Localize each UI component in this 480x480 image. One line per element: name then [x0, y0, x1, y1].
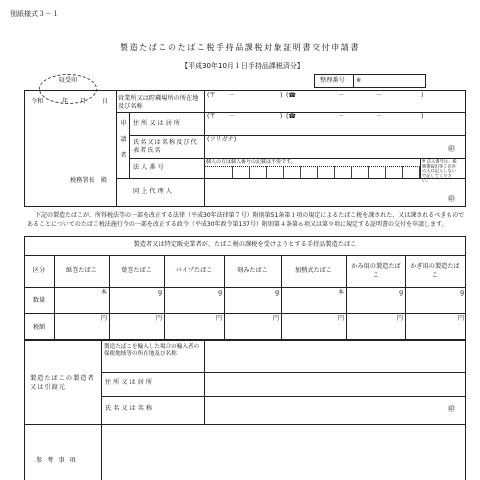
phone-open: (☎ — [286, 92, 297, 99]
table-header-heated: 加熱式たばこ — [294, 267, 333, 274]
quantity-unit-heated: 本 — [337, 289, 344, 296]
quantity-unit-cigar: g — [158, 289, 162, 296]
corporate-number-cells[interactable] — [216, 166, 420, 178]
tax-unit-cigarette: 円 — [100, 315, 107, 322]
office-address-label: 営業所又は貯蔵場所の所在地及び名称 — [118, 95, 199, 110]
table-header-cigarette: 紙巻たばこ — [66, 267, 97, 274]
residence-postal-open: (〒 — [207, 113, 216, 120]
agent-label: 同上代理人 — [133, 188, 174, 195]
page-subtitle: 【平成30年10月１日手持品課税済分】 — [181, 62, 304, 70]
table-header-snuff: かぎ用の製造たばこ — [410, 263, 460, 279]
postal-dash: － — [229, 92, 236, 99]
date-day: 日 — [102, 98, 109, 105]
date-month: 月 — [80, 98, 87, 105]
tax-unit-pipe: 円 — [215, 315, 222, 322]
tax-unit-chewing: 円 — [396, 315, 403, 322]
table-header-cigar: 葉巻たばこ — [121, 267, 152, 274]
application-statement: 下記の製造たばこが、所得税法等の一部を改正する法律（平成30年法律第７号）附則第51条第１項の規定によるたばこ税を課された、又は課されるべきものであることについてのたばこ税法施行令の一部を改正する政令（平成30年政令第137号）附則第４条第６項又は第９項に規定する証明書の交付を申請します。 — [27, 212, 465, 228]
transferor-label: 製造たばこの製造者又は引渡元 — [30, 375, 95, 391]
table-row-quantity-label: 数量 — [32, 297, 46, 304]
reference-number-label: 整理番号 — [320, 77, 345, 84]
residence-phone-dash-1: － — [338, 113, 345, 120]
quantity-unit-shredded: g — [275, 289, 279, 296]
phone-dash-1: － — [338, 92, 345, 99]
phone-close: ) — [421, 92, 424, 99]
reference-number-prefix: ※ — [356, 77, 362, 84]
remarks-label: 参考事項 — [36, 457, 81, 464]
corporate-number-label: 法人番号 — [133, 164, 166, 171]
transferor-address-input[interactable] — [205, 373, 465, 395]
quantity-unit-cigarette: 本 — [100, 289, 107, 296]
tax-unit-heated: 円 — [337, 315, 344, 322]
residence-phone-dash-2: － — [376, 113, 383, 120]
remarks-input[interactable] — [102, 425, 465, 479]
receipt-stamp-label: 収受印 — [58, 77, 78, 84]
tax-unit-snuff: 円 — [457, 315, 464, 322]
corporate-number-note: 個人の方は個人番号の記載は不要です。 — [206, 159, 296, 165]
tax-unit-cigar: 円 — [155, 315, 162, 322]
table-row-tax-label: 税額 — [32, 324, 46, 331]
residence-phone-open: (☎ — [286, 113, 297, 120]
name-label: 氏名又は名称及び代表者氏名 — [133, 139, 198, 154]
tax-office-addressee: 税務署長 殿 — [70, 177, 108, 184]
quantity-input-row[interactable] — [55, 288, 465, 312]
residence-postal-close: ) — [280, 113, 283, 120]
corporate-number-side-note: ※ 法人番号は、税務署提出等２以外の人は記入しないで記してください。 — [422, 159, 457, 184]
residence-postal-dash: － — [229, 113, 236, 120]
postal-close: ) — [280, 92, 283, 99]
postal-open: (〒 — [207, 92, 216, 99]
applicant-label: 申請者 — [120, 120, 127, 159]
phone-dash-2: － — [376, 92, 383, 99]
residence-phone-close: ) — [421, 113, 424, 120]
import-location-input[interactable] — [205, 341, 465, 371]
tax-unit-shredded: 円 — [272, 315, 279, 322]
transferor-address-label: 住所又は居所 — [105, 379, 155, 386]
table-header-pipe: パイプたばこ — [175, 267, 213, 274]
transferor-name-label: 氏名又は名称 — [105, 405, 155, 412]
import-location-label: 製造たばこを輸入した場合の輸入者の保税地域等の所在地及び名称 — [104, 344, 200, 357]
applicant-block — [24, 90, 466, 207]
agent-seal: ㊞ — [448, 195, 455, 203]
quantity-unit-pipe: g — [218, 289, 222, 296]
date-era: 令和 — [31, 98, 44, 105]
name-seal: ㊞ — [448, 145, 455, 153]
table-header-shredded: 刻みたばこ — [237, 267, 268, 274]
page-title: 製造たばこのたばこ税手持品課税対象証明書交付申請書 — [120, 43, 360, 52]
table-header-category: 区分 — [32, 267, 46, 274]
furigana-label: (フリガナ) — [207, 136, 237, 143]
date-year: 年 — [62, 98, 69, 105]
table-section-title: 製造者又は特定販売業者が、たばこ税の課税を受けようとする手持品製造たばこ — [133, 241, 357, 248]
transferor-seal: ㊞ — [448, 405, 455, 413]
tax-input-row[interactable] — [55, 314, 465, 339]
form-number: 別紙様式３－１ — [10, 10, 59, 18]
quantity-unit-snuff: g — [460, 289, 464, 296]
transferor-name-input[interactable] — [205, 397, 445, 423]
quantity-unit-chewing: g — [399, 289, 403, 296]
residence-label: 住所又は居所 — [133, 120, 183, 127]
table-header-chewing: かみ用の製造たばこ — [351, 263, 401, 279]
